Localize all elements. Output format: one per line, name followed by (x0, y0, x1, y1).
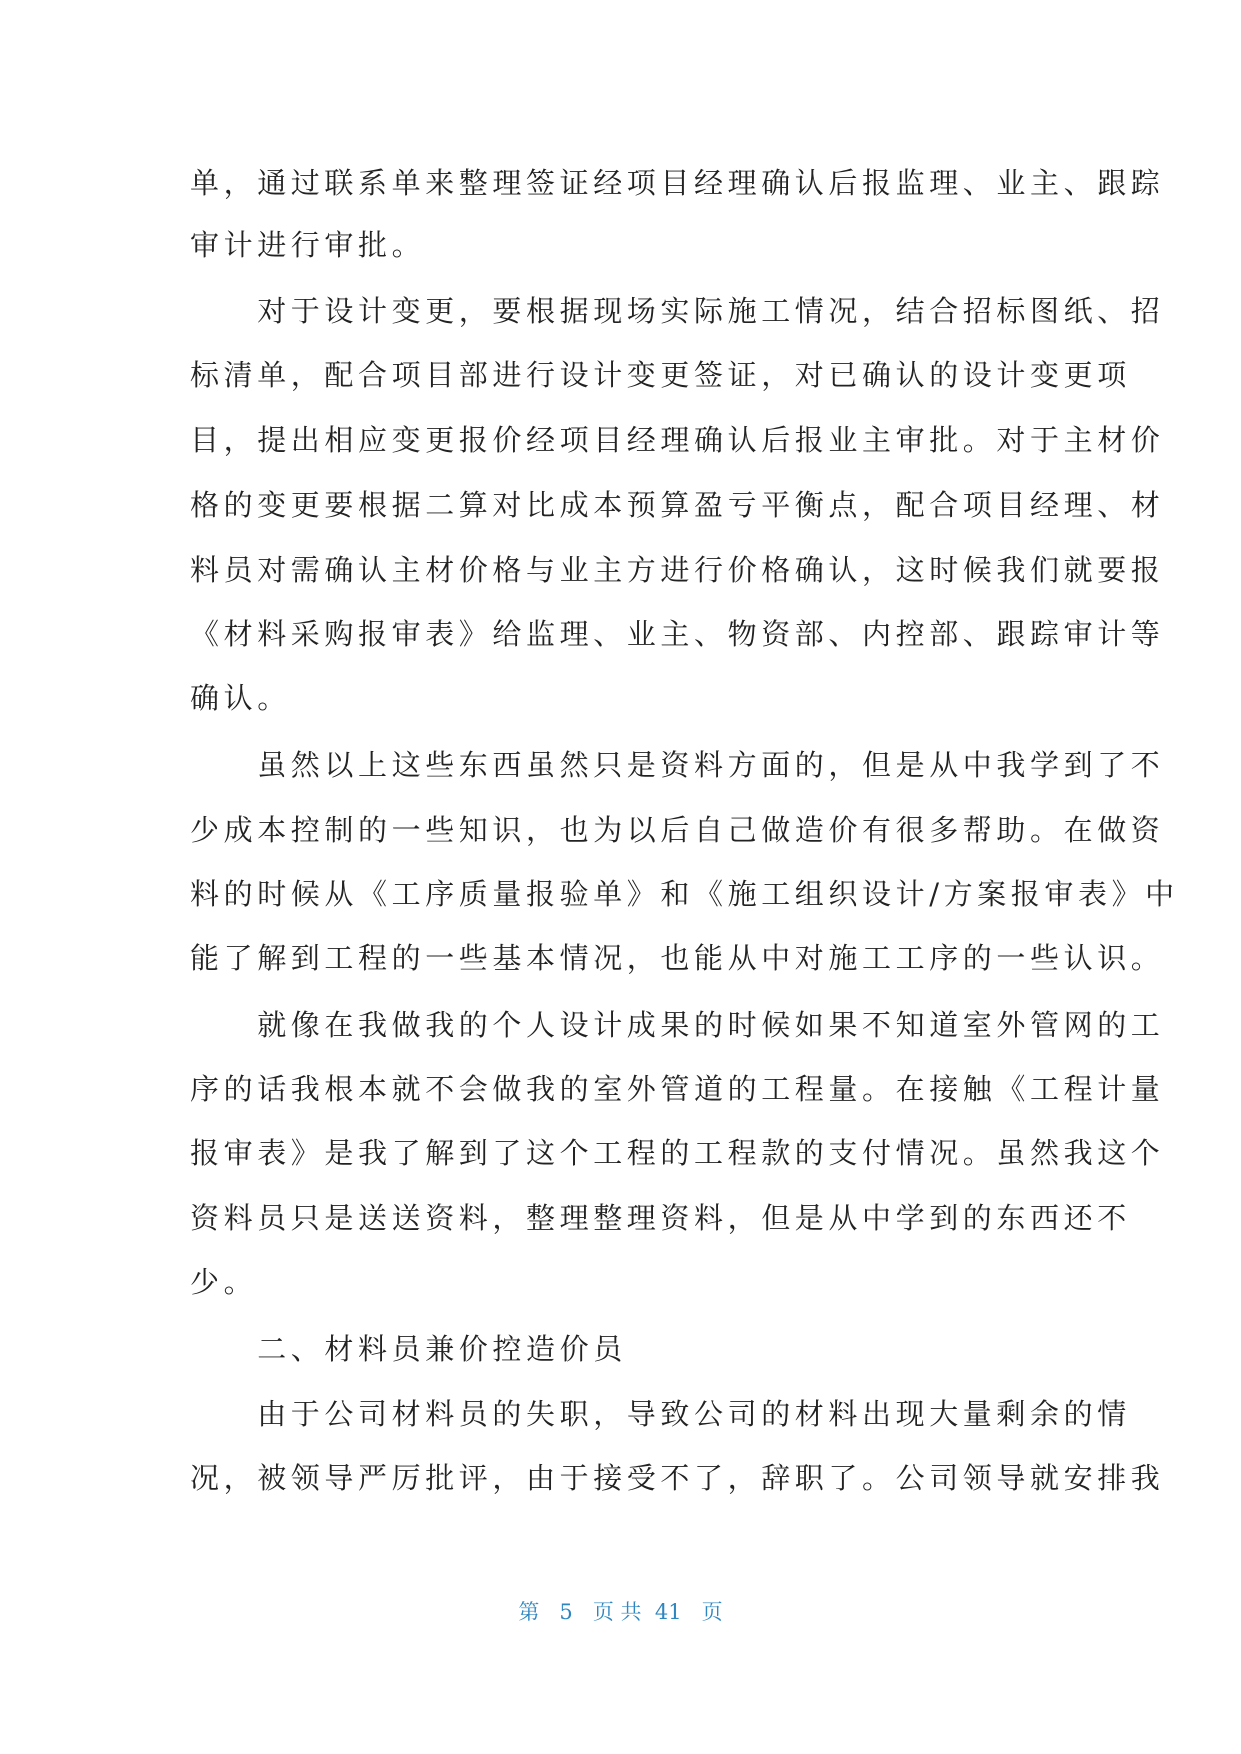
text-line: 料的时候从《工序质量报验单》和《施工组织设计/方案报审表》中 (190, 877, 1179, 911)
text-line: 确认。 (190, 681, 291, 715)
text-line: 就像在我做我的个人设计成果的时候如果不知道室外管网的工 (190, 1008, 1165, 1042)
footer-middle: 页 共 (592, 1600, 642, 1624)
text-line: 报审表》是我了解到了这个工程的工程款的支付情况。虽然我这个 (190, 1136, 1165, 1170)
text-line: 标清单，配合项目部进行设计变更签证，对已确认的设计变更项 (190, 358, 1131, 392)
text-line: 序的话我根本就不会做我的室外管道的工程量。在接触《工程计量 (190, 1072, 1165, 1106)
text-line: 《材料采购报审表》给监理、业主、物资部、内控部、跟踪审计等 (190, 617, 1165, 651)
text-line: 虽然以上这些东西虽然只是资料方面的，但是从中我学到了不 (190, 748, 1165, 782)
section-heading: 二、材料员兼价控造价员 (190, 1332, 627, 1366)
text-line: 目，提出相应变更报价经项目经理确认后报业主审批。对于主材价 (190, 423, 1165, 457)
text-line: 资料员只是送送资料，整理整理资料，但是从中学到的东西还不 (190, 1201, 1131, 1235)
footer-current-page: 5 (559, 1600, 573, 1624)
text-line: 格的变更要根据二算对比成本预算盈亏平衡点，配合项目经理、材 (190, 488, 1165, 522)
text-line: 能了解到工程的一些基本情况，也能从中对施工工序的一些认识。 (190, 941, 1165, 975)
text-line: 少成本控制的一些知识，也为以后自己做造价有很多帮助。在做资 (190, 813, 1165, 847)
footer-prefix: 第 (518, 1600, 540, 1624)
text-line: 审计进行审批。 (190, 228, 426, 262)
text-line: 少。 (190, 1265, 258, 1299)
footer-suffix: 页 (701, 1600, 723, 1624)
text-line: 单，通过联系单来整理签证经项目经理确认后报监理、业主、跟踪 (190, 166, 1165, 200)
text-line: 料员对需确认主材价格与业主方进行价格确认，这时候我们就要报 (190, 553, 1165, 587)
text-line: 由于公司材料员的失职，导致公司的材料出现大量剩余的情 (190, 1397, 1131, 1431)
text-line: 对于设计变更，要根据现场实际施工情况，结合招标图纸、招 (190, 294, 1165, 328)
page-footer (0, 1597, 1241, 1627)
text-line: 况，被领导严厉批评，由于接受不了，辞职了。公司领导就安排我 (190, 1461, 1165, 1495)
footer-total-pages: 41 (654, 1600, 682, 1624)
